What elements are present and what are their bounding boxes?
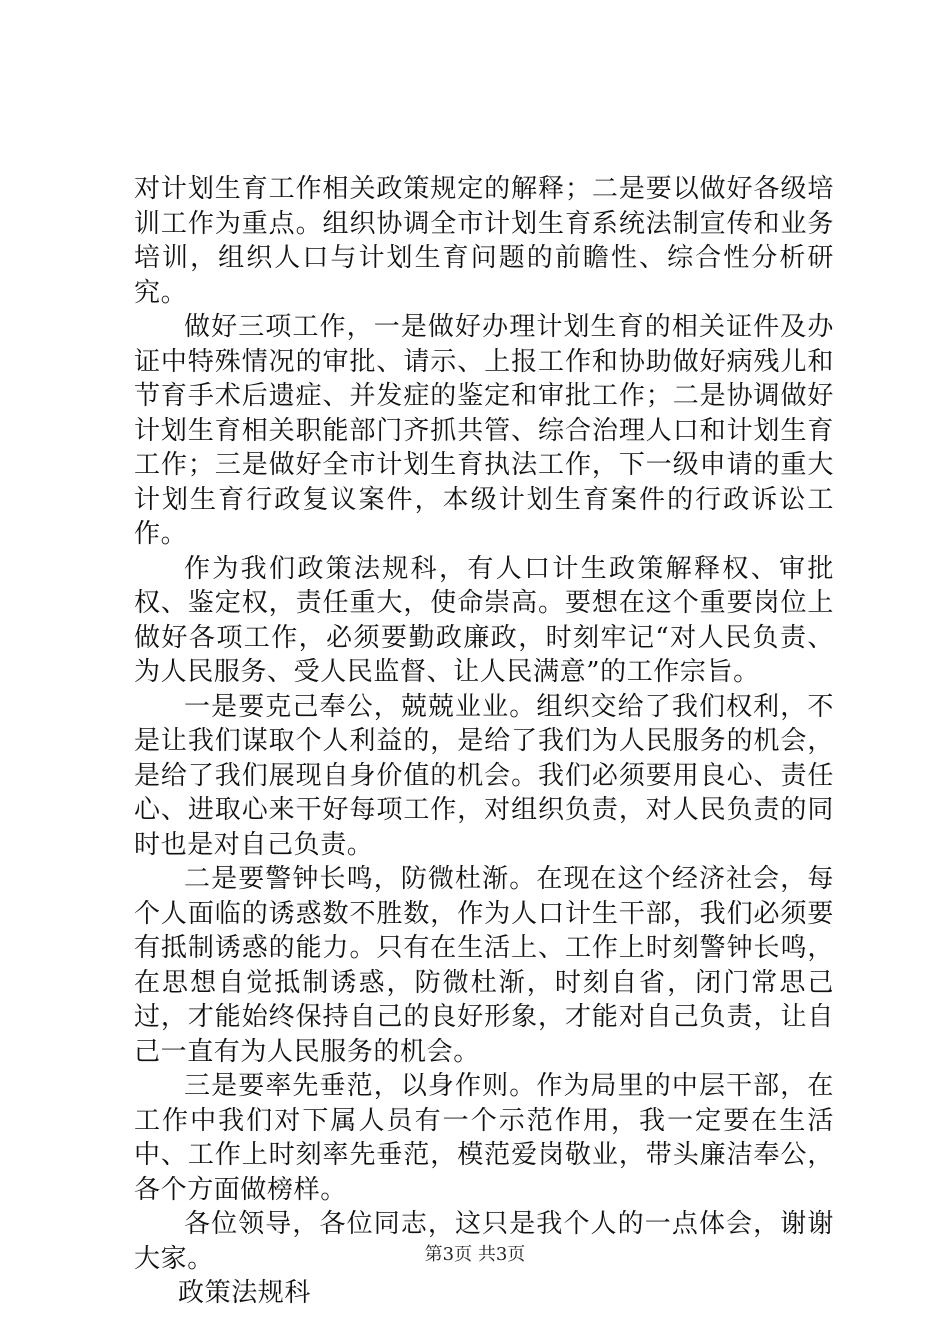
- document-body: [134, 172, 834, 1311]
- paragraph-point-two: 二是要警钟长鸣，防微杜渐。在现在这个经济社会，每个人面临的诱惑数不胜数，作为人口计生干部，我们必须要有抵制诱惑的能力。只有在生活上、工作上时刻警钟长鸣，在思想自觉抵制诱惑，防微杜渐，时刻自省，闭门常思己过，才能始终保持自己的良好形象，才能对自己负责，让自己一直有为人民服务的机会。: [134, 864, 834, 1067]
- paragraph-three-tasks: 做好三项工作，一是做好办理计划生育的相关证件及办证中特殊情况的审批、请示、上报工作和协助做好病残儿和节育手术后遗症、并发症的鉴定和审批工作；二是协调做好计划生育相关职能部门齐抓共管、综合治理人口和计划生育工作；三是做好全市计划生育执法工作，下一级申请的重大计划生育行政复议案件，本级计划生育案件的行政诉讼工作。: [134, 312, 834, 549]
- paragraph-department-role: 作为我们政策法规科，有人口计生政策解释权、审批权、鉴定权，责任重大，使命崇高。要想在这个重要岗位上做好各项工作，必须要勤政廉政，时刻牢记“对人民负责、为人民服务、受人民监督、让人民满意”的工作宗旨。: [134, 553, 834, 687]
- page-number-label: 第3页 共3页: [424, 1244, 526, 1265]
- page-footer: [0, 1244, 950, 1266]
- paragraph-closing: 各位领导，各位同志，这只是我个人的一点体会，谢谢大家。: [134, 1209, 834, 1274]
- paragraph-point-one: 一是要克己奉公，兢兢业业。组织交给了我们权利，不是让我们谋取个人利益的，是给了我们为人民服务的机会，是给了我们展现自身价值的机会。我们必须要用良心、责任心、进取心来干好每项工作，对组织负责，对人民负责的同时也是对自己负责。: [134, 691, 834, 860]
- paragraph-continued: 对计划生育工作相关政策规定的解释；二是要以做好各级培训工作为重点。组织协调全市计划生育系统法制宣传和业务培训，组织人口与计划生育问题的前瞻性、综合性分析研究。: [134, 174, 834, 308]
- paragraph-point-three: 三是要率先垂范，以身作则。作为局里的中层干部，在工作中我们对下属人员有一个示范作用，我一定要在生活中、工作上时刻率先垂范，模范爱岗敬业，带头廉洁奉公，各个方面做榜样。: [134, 1071, 834, 1205]
- signature: 政策法规科: [178, 1278, 312, 1308]
